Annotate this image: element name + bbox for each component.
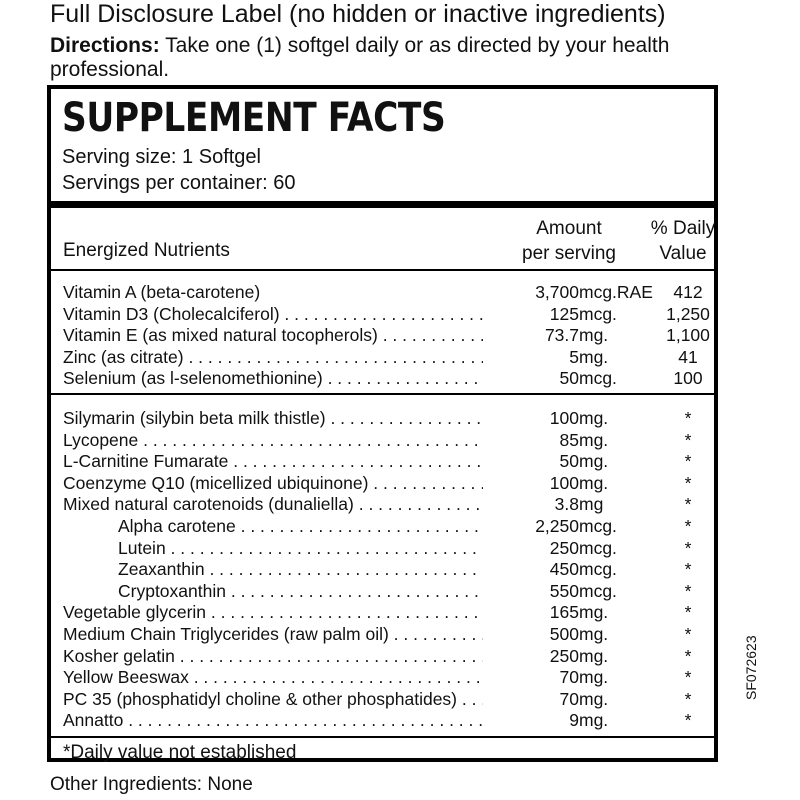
nutrient-amount: 9 [483,710,579,731]
nutrient-name-text: Yellow Beeswax [63,667,189,688]
nutrient-name [63,538,533,559]
nutrient-unit: mcg. [579,368,617,389]
nutrient-name-text: Silymarin (silybin beta milk thistle) [63,408,326,428]
nutrient-row [63,646,715,667]
nutrient-daily-value: * [684,537,692,558]
disclosure-note: Full Disclosure Label (no hidden or inactive ingredients) [50,0,666,28]
nutrient-unit: mg. [579,688,609,709]
header-nutrients: Energized Nutrients [63,240,230,261]
nutrient-daily-value: * [684,667,692,688]
nutrient-daily-value: * [684,580,692,601]
nutrient-name-text: Annatto [63,710,124,731]
nutrient-unit: mg. [579,667,609,688]
footnote: *Daily value not established [63,742,297,763]
nutrient-name-text: PC 35 (phosphatidyl choline & other phosphatides) [63,688,457,709]
nutrient-daily-value: 100 [673,368,703,389]
nutrient-amount: 100 [483,473,579,494]
nutrient-daily-value: * [684,494,692,515]
nutrient-amount: 250 [483,646,579,667]
nutrient-amount: 70 [483,667,579,688]
nutrient-name-text: Vitamin A (beta-carotene) [63,282,261,302]
nutrient-row [63,304,715,325]
nutrient-name [63,689,533,710]
nutrient-amount: 2,250 [483,516,579,537]
nutrient-row [63,494,715,515]
nutrient-name-text: Mixed natural carotenoids (dunaliella) [63,494,354,515]
nutrient-daily-value: * [684,429,692,450]
nutrient-name-text: Vitamin E (as mixed natural tocopherols) [63,325,378,346]
nutrient-amount: 70 [483,689,579,710]
nutrient-row [63,516,715,537]
nutrient-unit: mg. [579,602,609,623]
nutrient-unit: mg. [579,472,609,493]
nutrient-name-text: Lycopene [63,429,139,450]
nutrient-unit: mcg. [579,559,617,580]
nutrient-row [63,430,715,451]
nutrient-amount: 85 [483,430,579,451]
nutrient-name [63,516,533,537]
nutrient-name-text: Alpha carotene [118,516,236,536]
nutrient-daily-value: 412 [673,282,703,302]
nutrient-unit: mcg. [579,516,617,536]
nutrient-amount: 165 [483,602,579,623]
nutrient-amount: 450 [483,559,579,580]
divider-thin [51,393,714,395]
facts-title: SUPPLEMENT FACTS [62,95,446,141]
directions-text: Take one (1) softgel daily or as directed by your health professional. [50,34,670,81]
nutrient-row [63,559,715,580]
nutrient-row [63,689,715,710]
nutrient-amount: 73.7 [483,325,579,346]
nutrient-name-text: Zinc (as citrate) [63,346,184,367]
nutrient-row [63,667,715,688]
nutrient-row [63,538,715,559]
nutrient-unit: mg. [579,710,609,731]
serving-size: Serving size: 1 Softgel [62,146,261,168]
nutrient-unit: mg. [579,408,609,428]
nutrient-name [63,282,533,303]
nutrient-unit: mg. [579,346,609,367]
header-amount-line2: per serving [522,243,616,264]
nutrient-name-text: Cryptoxanthin [118,580,226,601]
nutrient-daily-value: * [684,451,692,472]
nutrient-amount: 125 [483,304,579,325]
nutrient-amount: 3,700 [483,282,579,303]
nutrient-row [63,581,715,602]
nutrient-row [63,282,715,303]
nutrient-unit: mcg.RAE [579,282,653,302]
directions-label: Directions: [50,34,160,57]
nutrient-name-text: Selenium (as l-selenomethionine) [63,368,323,389]
nutrient-row [63,368,715,389]
nutrient-name [63,646,533,667]
nutrient-name-text: Vitamin D3 (Cholecalciferol) [63,303,280,324]
nutrient-daily-value: * [684,710,692,731]
lot-code: SF072623 [743,635,759,700]
nutrient-name [63,430,533,451]
nutrient-daily-value: * [684,559,692,580]
nutrient-row [63,710,715,731]
nutrient-row [63,473,715,494]
nutrient-row [63,408,715,429]
nutrient-amount: 50 [483,451,579,472]
directions [50,34,730,82]
divider-thin [51,269,714,271]
nutrient-name [63,451,533,472]
divider-thin [51,736,714,738]
nutrient-unit: mg. [579,624,609,644]
servings-per-container: Servings per container: 60 [62,172,296,194]
nutrient-name [63,408,533,429]
nutrient-row [63,602,715,623]
header-amount [509,216,629,266]
nutrient-name [63,368,533,389]
nutrient-name [63,710,533,731]
nutrient-daily-value: 1,100 [666,325,710,346]
nutrient-daily-value: * [684,624,692,644]
nutrient-unit: mcg. [579,580,617,601]
nutrient-daily-value: * [684,645,692,666]
other-ingredients: Other Ingredients: None [50,774,253,795]
nutrient-name [63,667,533,688]
nutrient-name-text: Vegetable glycerin [63,602,207,623]
nutrient-name [63,602,533,623]
supplement-facts-panel [47,85,718,762]
nutrient-name-text: Coenzyme Q10 (micellized ubiquinone) [63,472,369,493]
nutrient-daily-value: * [684,472,692,493]
nutrient-daily-value: * [684,408,692,428]
nutrient-name-text: L-Carnitine Fumarate [63,451,229,472]
nutrient-amount: 50 [483,368,579,389]
nutrient-unit: mg. [579,645,609,666]
nutrient-unit: mg. [579,429,609,450]
nutrient-name-text: Zeaxanthin [118,559,205,580]
nutrient-unit: mg [579,494,604,515]
nutrient-name [63,473,533,494]
nutrient-name [63,304,533,325]
nutrient-row [63,451,715,472]
nutrient-daily-value: * [684,516,692,536]
nutrient-daily-value: * [684,602,692,623]
nutrient-name [63,494,533,515]
nutrient-unit: mcg. [579,303,617,324]
nutrient-row [63,624,715,645]
header-daily-value [643,216,723,266]
nutrient-amount: 3.8 [483,494,579,515]
header-amount-line1: Amount [536,218,602,239]
nutrient-amount: 500 [483,624,579,645]
nutrient-name-text: Kosher gelatin [63,645,175,666]
nutrient-row [63,347,715,368]
nutrient-daily-value: 1,250 [666,303,710,324]
nutrient-unit: mg. [579,325,609,346]
nutrient-amount: 550 [483,581,579,602]
nutrient-unit: mg. [579,451,609,472]
nutrient-name-text: Lutein [118,537,166,558]
nutrient-name [63,347,533,368]
nutrient-name-text: Medium Chain Triglycerides (raw palm oil) [63,624,389,644]
nutrient-name [63,624,533,645]
header-dv-line2: Value [659,243,707,264]
header-dv-line1: % Daily [650,218,716,239]
nutrient-daily-value: 41 [678,346,698,367]
nutrient-unit: mcg. [579,537,617,558]
nutrient-amount: 250 [483,538,579,559]
nutrient-name [63,325,533,346]
nutrient-amount: 100 [483,408,579,429]
nutrient-daily-value: * [684,688,692,709]
nutrient-amount: 5 [483,347,579,368]
nutrient-row [63,325,715,346]
nutrient-name [63,581,533,602]
divider-thick [51,201,714,208]
nutrient-name [63,559,533,580]
